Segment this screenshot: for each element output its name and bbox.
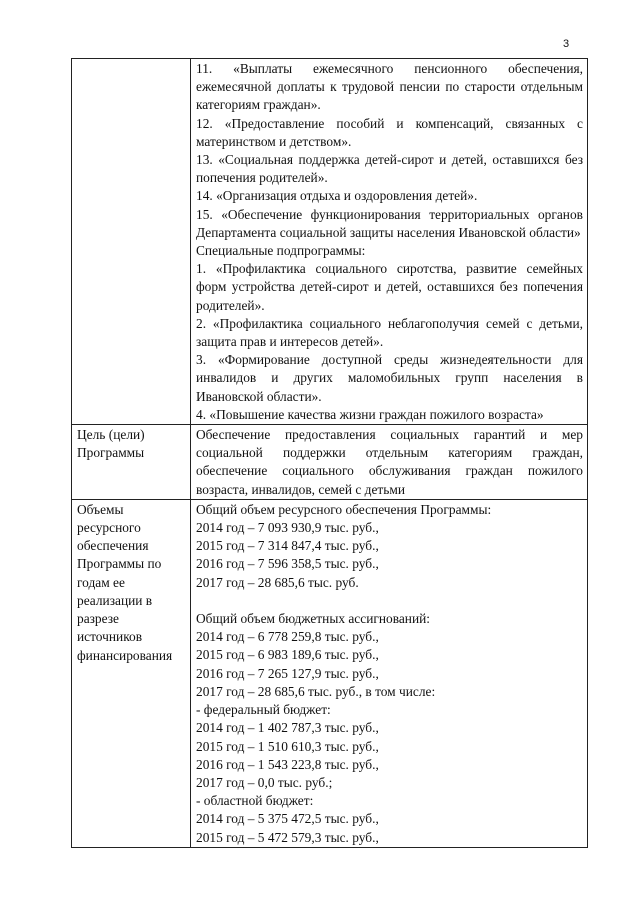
subprogram-item: 15. «Обеспечение функционирования территориальных органов Департамента социальной защиты населения Ивановской области»	[196, 206, 583, 240]
goals-cell	[191, 425, 588, 500]
page-number: 3	[563, 38, 570, 50]
funding-line: 2016 год – 7 596 358,5 тыс. руб.,	[196, 556, 379, 572]
funding-line: 2015 год – 1 510 610,3 тыс. руб.,	[196, 738, 379, 754]
special-subprogram-item: 3. «Формирование доступной среды жизнедеятельности для инвалидов и других маломобильных групп населения в Ивановской области».	[196, 352, 583, 404]
subprogram-item: 14. «Организация отдыха и оздоровления детей».	[196, 188, 478, 204]
funding-line: - областной бюджет:	[196, 793, 314, 809]
funding-line: 2014 год – 6 778 259,8 тыс. руб.,	[196, 629, 379, 645]
special-subprogram-item: 2. «Профилактика социального неблагополучия семей с детьми, защита прав и интересов детей».	[196, 315, 583, 350]
funding-line: 2017 год – 28 685,6 тыс. руб., в том числе:	[196, 683, 436, 699]
table-row-goals	[72, 425, 588, 500]
row-label: Объемы ресурсного обеспечения Программы по годам ее реализации в разрезе источников финансирования	[72, 499, 191, 847]
funding-cell	[191, 499, 588, 847]
row-label	[72, 59, 191, 425]
funding-line: Общий объем ресурсного обеспечения Программы:	[196, 501, 492, 517]
funding-line: 2016 год – 7 265 127,9 тыс. руб.,	[196, 665, 379, 681]
special-subprograms-heading: Специальные подпрограммы:	[196, 243, 366, 259]
special-subprogram-item: 1. «Профилактика социального сиротства, развитие семейных форм устройства детей-сирот и детей, оставшихся без попечения родителей».	[196, 261, 583, 313]
funding-line: 2014 год – 1 402 787,3 тыс. руб.,	[196, 720, 379, 736]
funding-line: Общий объем бюджетных ассигнований:	[196, 611, 431, 627]
funding-line: 2017 год – 0,0 тыс. руб.;	[196, 774, 333, 790]
funding-line: 2016 год – 1 543 223,8 тыс. руб.,	[196, 756, 379, 772]
special-subprogram-item: 4. «Повышение качества жизни граждан пожилого возраста»	[196, 406, 544, 422]
funding-line: 2014 год – 7 093 930,9 тыс. руб.,	[196, 520, 379, 536]
subprogram-item: 11. «Выплаты ежемесячного пенсионного обеспечения, ежемесячной доплаты к трудовой пенсии по старости отдельным категориям граждан».	[196, 61, 583, 113]
funding-line: - федеральный бюджет:	[196, 702, 331, 718]
funding-line: 2015 год – 6 983 189,6 тыс. руб.,	[196, 647, 379, 663]
funding-line: 2014 год – 5 375 472,5 тыс. руб.,	[196, 811, 379, 827]
funding-line: 2015 год – 5 472 579,3 тыс. руб.,	[196, 829, 379, 845]
table-row-funding	[72, 499, 588, 847]
subprogram-item: 13. «Социальная поддержка детей-сирот и детей, оставшихся без попечения родителей».	[196, 152, 583, 186]
funding-line: 2015 год – 7 314 847,4 тыс. руб.,	[196, 538, 379, 554]
funding-line: 2017 год – 28 685,6 тыс. руб.	[196, 574, 359, 590]
blank-line	[196, 592, 583, 610]
row-label: Цель (цели) Программы	[72, 425, 191, 500]
subprograms-cell	[191, 59, 588, 425]
goal-text: Обеспечение предоставления социальных гарантий и мер социальной поддержки отдельным категориям граждан, обеспечение социального обслуживания граждан пожилого возраста, инвалидов, семей с детьми	[196, 427, 583, 497]
program-passport-table	[71, 58, 588, 848]
table-row-subprograms	[72, 59, 588, 425]
subprogram-item: 12. «Предоставление пособий и компенсаций, связанных с материнством и детством».	[196, 115, 583, 149]
